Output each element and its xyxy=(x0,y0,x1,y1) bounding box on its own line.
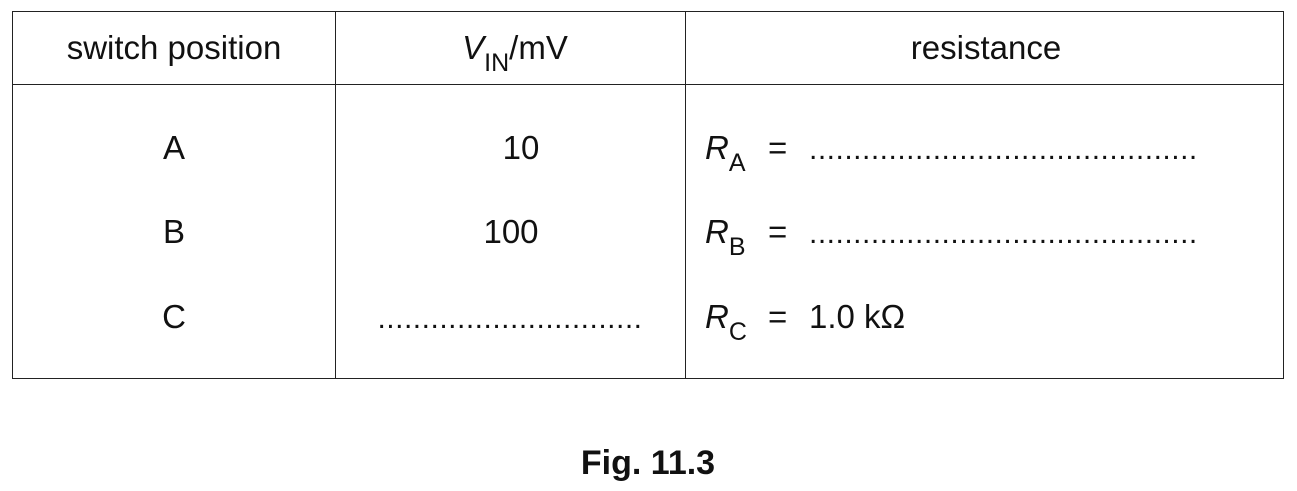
row-b-r-subscript: B xyxy=(728,233,746,261)
header-vin-subscript: IN xyxy=(484,49,510,77)
row-c-resistance-value: 1.0 kΩ xyxy=(809,298,906,335)
header-resistance: resistance xyxy=(910,29,1062,66)
header-divider xyxy=(13,84,1283,85)
row-a-resistance-blank: ............................................ xyxy=(809,133,1198,166)
row-b-resistance xyxy=(705,212,746,261)
data-table xyxy=(12,11,1284,379)
row-b-vin: 100 xyxy=(483,213,539,250)
column-divider-1 xyxy=(335,12,336,378)
row-b-r-symbol: R xyxy=(705,213,729,250)
row-b-equals: = xyxy=(768,213,788,250)
row-a-r-subscript: A xyxy=(728,149,746,177)
row-a-equals: = xyxy=(768,129,788,166)
row-c-equals: = xyxy=(768,298,788,335)
column-divider-2 xyxy=(685,12,686,378)
row-c-r-subscript: C xyxy=(728,318,747,346)
header-vin-unit: /mV xyxy=(509,29,568,66)
row-a-switch: A xyxy=(162,129,186,166)
header-vin xyxy=(462,28,568,77)
row-c-switch: C xyxy=(162,298,186,335)
row-c-vin-blank: .............................. xyxy=(377,302,643,335)
row-a-r-symbol: R xyxy=(705,129,729,166)
row-c-r-symbol: R xyxy=(705,298,729,335)
row-a-vin: 10 xyxy=(502,129,540,166)
row-c-resistance xyxy=(705,297,747,346)
header-switch-position: switch position xyxy=(66,29,282,66)
row-b-switch: B xyxy=(162,213,186,250)
row-a-resistance xyxy=(705,128,746,177)
row-b-resistance-blank: ............................................ xyxy=(809,217,1198,250)
figure-caption: Fig. 11.3 xyxy=(580,444,716,482)
header-vin-symbol: V xyxy=(462,29,485,66)
